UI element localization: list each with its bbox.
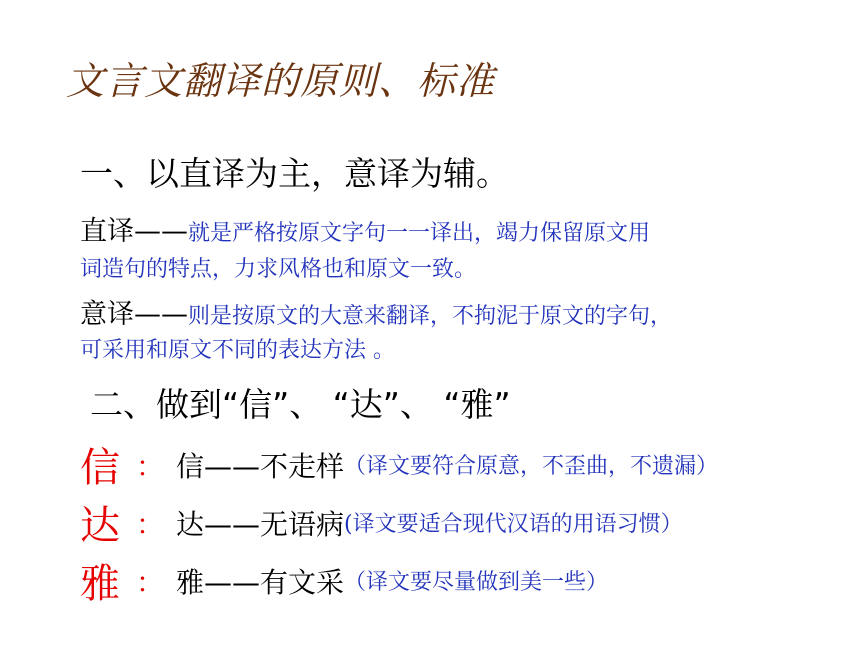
standard-char: 达 xyxy=(80,503,120,549)
standard-char: 雅 xyxy=(80,561,120,607)
free-translation-line-1 xyxy=(80,292,672,331)
free-translation-definition: 则是按原文的大意来翻译，不拘泥于原文的字句， xyxy=(188,304,673,329)
standards-heading: 二、做到“信”、 “达”、 “雅” xyxy=(90,385,511,424)
standard-term: 雅——有文采 xyxy=(176,565,345,599)
literal-translation-line-2: 词造句的特点，力求风格也和原文一致。 xyxy=(80,257,477,282)
standard-row-da xyxy=(80,494,683,551)
slide-title: 文言文翻译的原则、标准 xyxy=(66,59,496,103)
literal-translation-definition: 就是严格按原文字句一一译出，竭力保留原文用 xyxy=(188,221,651,246)
standard-row-ya xyxy=(80,552,608,609)
standard-term: 达——无语病 xyxy=(176,507,345,541)
standard-row-xin xyxy=(80,436,718,493)
literal-translation-line-1 xyxy=(80,209,650,248)
literal-translation-term: 直译—— xyxy=(80,216,188,247)
standard-note: （译文要符合原意，不歪曲，不遗漏） xyxy=(344,454,719,479)
standard-colon: ： xyxy=(136,565,165,599)
standard-note: (译文要适合现代汉语的用语习惯） xyxy=(344,512,683,537)
standard-colon: ： xyxy=(136,449,165,483)
free-translation-term: 意译—— xyxy=(80,299,188,330)
standard-colon: ： xyxy=(136,507,165,541)
standard-term: 信——不走样 xyxy=(176,449,345,483)
principle-heading: 一、以直译为主，意译为辅。 xyxy=(80,154,509,193)
standard-char: 信 xyxy=(80,445,120,491)
free-translation-line-2: 可采用和原文不同的表达方法 。 xyxy=(80,338,395,363)
standard-note: （译文要尽量做到美一些） xyxy=(344,570,609,595)
